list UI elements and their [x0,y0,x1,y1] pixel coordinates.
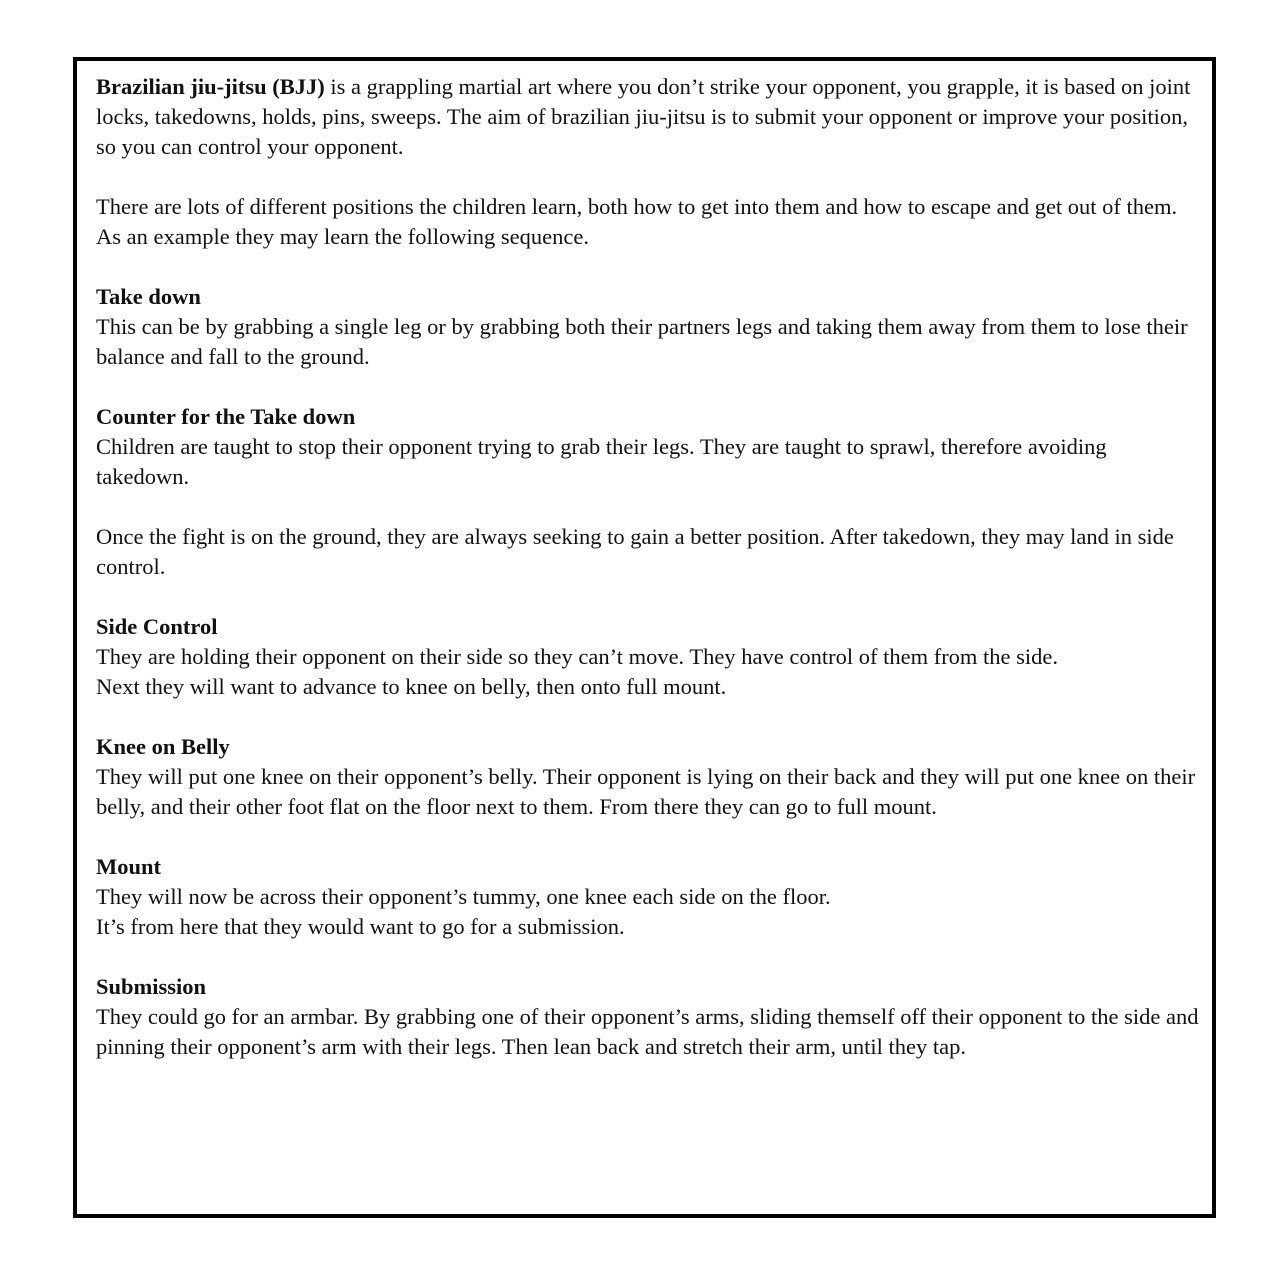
section-text: It’s from here that they would want to go for a submission. [96,914,625,939]
document-body [96,72,1201,1092]
section-mount [96,852,1201,942]
section-heading: Take down [96,284,201,309]
section-heading: Mount [96,854,162,879]
section-text: They will now be across their opponent’s tummy, one knee each side on the floor. [96,884,831,909]
section-heading: Side Control [96,614,218,639]
section-text: They could go for an armbar. By grabbing one of their opponent’s arms, sliding themself off their opponent to the side and pinning their opponent’s arm with their legs. Then lean back and stretch their arm, until they tap. [96,1004,1199,1059]
intro-paragraph [96,72,1201,162]
section-text: Once the fight is on the ground, they are always seeking to gain a better position. After takedown, they may land in side control. [96,524,1174,579]
section-heading: Counter for the Take down [96,404,356,429]
overview-paragraph: There are lots of different positions the children learn, both how to get into them and how to escape and get out of them. As an example they may learn the following sequence. [96,194,1178,249]
section-text: This can be by grabbing a single leg or by grabbing both their partners legs and taking them away from them to lose their balance and fall to the ground. [96,314,1188,369]
section-text: They will put one knee on their opponent’s belly. Their opponent is lying on their back and they will put one knee on their belly, and their other foot flat on the floor next to them. From there they can go to full mount. [96,764,1196,819]
intro-text: is a grappling martial art where you don’t strike your opponent, you grapple, it is based on joint locks, takedowns, holds, pins, sweeps. The aim of brazilian jiu-jitsu is to submit your opponent or improve your position, so you can control your opponent. [96,74,1191,159]
section-ground-transition [96,522,1201,582]
intro-term: Brazilian jiu-jitsu (BJJ) [96,74,325,99]
section-text: Children are taught to stop their opponent trying to grab their legs. They are taught to sprawl, therefore avoiding takedown. [96,434,1107,489]
section-knee-on-belly [96,732,1201,822]
section-text: Next they will want to advance to knee on belly, then onto full mount. [96,674,727,699]
section-submission [96,972,1201,1062]
section-heading: Submission [96,974,207,999]
section-side-control [96,612,1201,702]
section-heading: Knee on Belly [96,734,230,759]
section-text: They are holding their opponent on their side so they can’t move. They have control of them from the side. [96,644,1059,669]
section-take-down [96,282,1201,372]
section-counter-take-down [96,402,1201,492]
